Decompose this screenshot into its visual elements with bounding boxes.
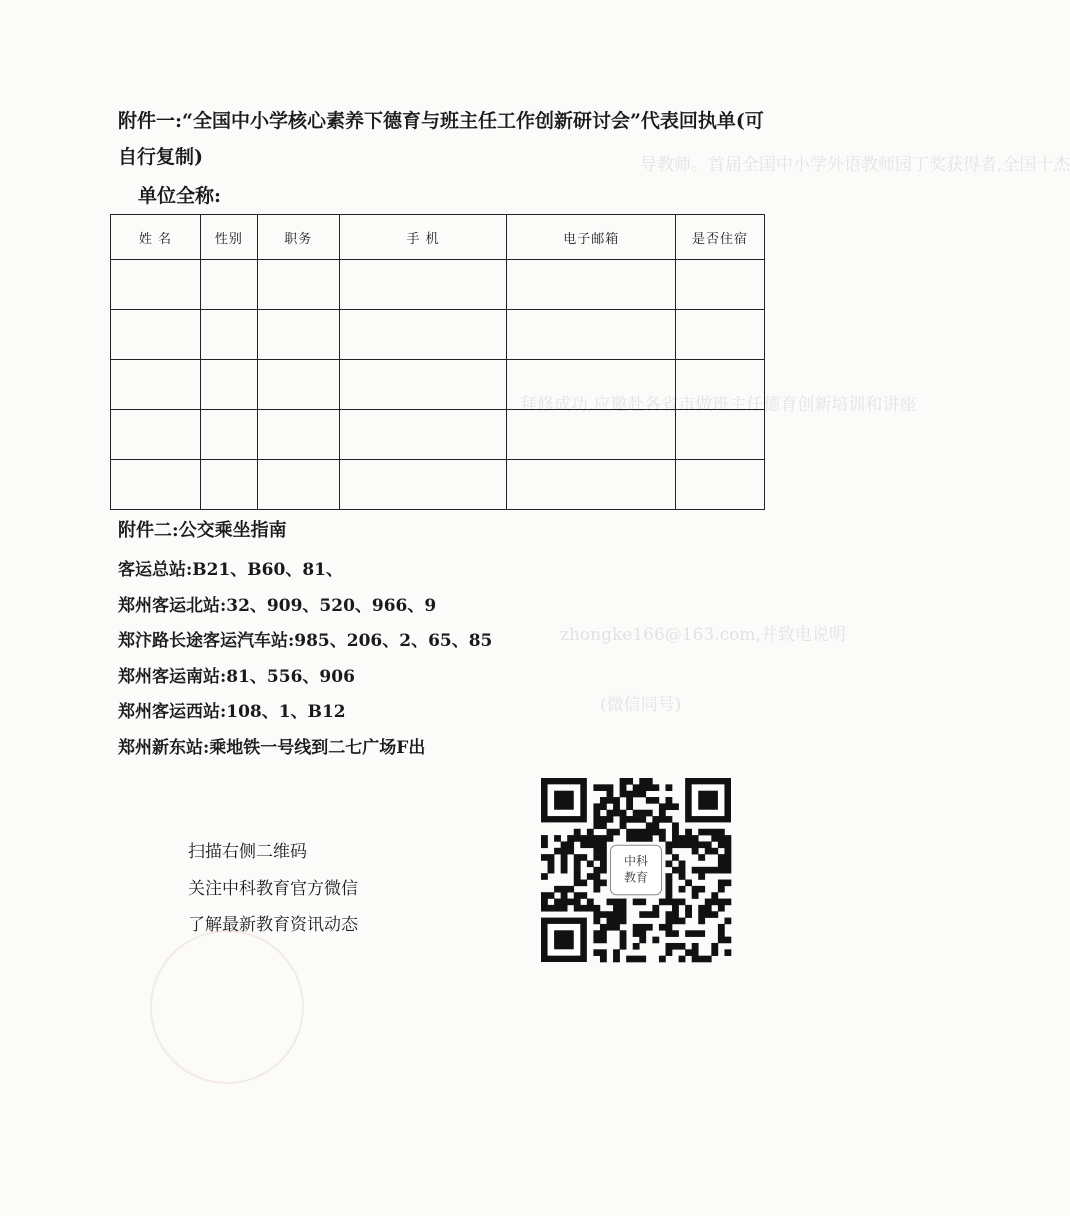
bleed-through-text: zhongke166@163.com,并致电说明	[560, 625, 846, 645]
qr-logo-text: 教育	[623, 870, 649, 885]
cell-accommodation[interactable]	[676, 260, 765, 310]
cell-name[interactable]	[111, 260, 201, 310]
bus-route-line: 客运总站:B21、B60、81、	[118, 560, 343, 580]
cell-position[interactable]	[257, 460, 339, 510]
bleed-through-text: 导教师。首届全国中小学外语教师园丁奖获得者,全国十杰	[640, 155, 1070, 175]
registration-table	[110, 214, 765, 510]
bleed-through-text: 拜修成功,应邀赴各省市做班主任德育创新培训和讲座	[520, 395, 917, 415]
cell-email[interactable]	[507, 310, 676, 360]
header-email: 电子邮箱	[507, 215, 676, 260]
cell-position[interactable]	[257, 260, 339, 310]
table-row	[111, 460, 765, 510]
cell-phone[interactable]	[339, 310, 507, 360]
cell-name[interactable]	[111, 410, 201, 460]
qr-code-icon[interactable]	[541, 778, 731, 962]
table-row	[111, 410, 765, 460]
table-row	[111, 260, 765, 310]
cell-email[interactable]	[507, 360, 676, 410]
qr-logo-text: 中科	[623, 853, 649, 868]
header-phone: 手 机	[339, 215, 507, 260]
cell-gender[interactable]	[200, 410, 257, 460]
cell-name[interactable]	[111, 310, 201, 360]
cell-email[interactable]	[507, 460, 676, 510]
bus-route-line: 郑汴路长途客运汽车站:985、206、2、65、85	[118, 631, 493, 651]
bleed-through-seal	[150, 930, 304, 1084]
table-header-row	[111, 215, 765, 260]
cell-email[interactable]	[507, 410, 676, 460]
cell-accommodation[interactable]	[676, 360, 765, 410]
table-row	[111, 360, 765, 410]
attachment1-title: 附件一:“全国中小学核心素养下德育与班主任工作创新研讨会”代表回执单(可自行复制)	[118, 110, 764, 168]
cell-phone[interactable]	[339, 360, 507, 410]
cell-phone[interactable]	[339, 410, 507, 460]
cell-position[interactable]	[257, 410, 339, 460]
bleed-through-text: (微信同号)	[600, 695, 682, 715]
cell-phone[interactable]	[339, 260, 507, 310]
scan-prompt-line: 扫描右侧二维码	[188, 842, 307, 862]
unit-name-label: 单位全称:	[138, 185, 222, 207]
header-accommodation: 是否住宿	[676, 215, 765, 260]
header-position: 职务	[257, 215, 339, 260]
cell-gender[interactable]	[200, 260, 257, 310]
header-gender: 性别	[200, 215, 257, 260]
table-row	[111, 310, 765, 360]
cell-email[interactable]	[507, 260, 676, 310]
bus-route-line: 郑州客运南站:81、556、906	[118, 667, 355, 687]
cell-accommodation[interactable]	[676, 410, 765, 460]
cell-phone[interactable]	[339, 460, 507, 510]
cell-gender[interactable]	[200, 460, 257, 510]
cell-position[interactable]	[257, 310, 339, 360]
cell-name[interactable]	[111, 360, 201, 410]
bus-route-line: 郑州新东站:乘地铁一号线到二七广场F出	[118, 738, 426, 758]
header-name: 姓 名	[111, 215, 201, 260]
cell-position[interactable]	[257, 360, 339, 410]
bus-route-line: 郑州客运北站:32、909、520、966、9	[118, 596, 437, 616]
cell-accommodation[interactable]	[676, 310, 765, 360]
cell-name[interactable]	[111, 460, 201, 510]
cell-gender[interactable]	[200, 310, 257, 360]
cell-accommodation[interactable]	[676, 460, 765, 510]
scan-prompt-line: 关注中科教育官方微信	[188, 879, 358, 899]
attachment2-title: 附件二:公交乘坐指南	[118, 520, 287, 541]
cell-gender[interactable]	[200, 360, 257, 410]
bus-route-line: 郑州客运西站:108、1、B12	[118, 702, 346, 722]
scan-prompt-line: 了解最新教育资讯动态	[188, 915, 358, 935]
